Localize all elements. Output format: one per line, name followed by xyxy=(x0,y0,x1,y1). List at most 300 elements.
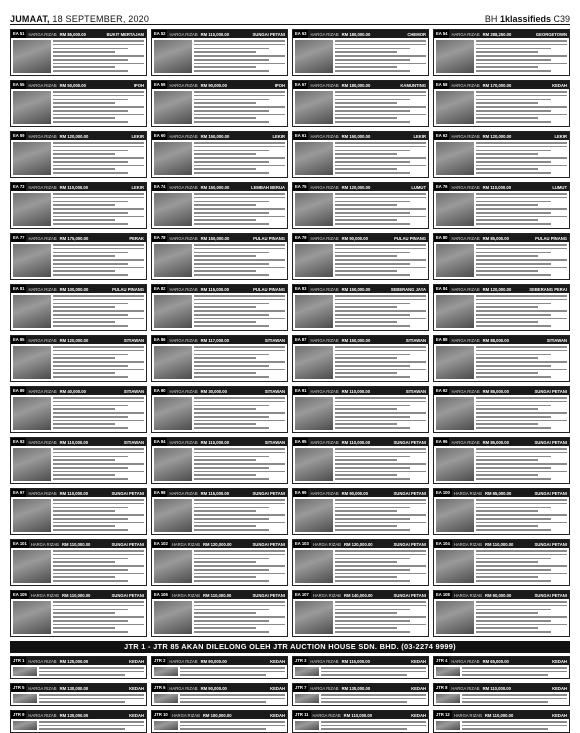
listing-details-text xyxy=(335,89,428,126)
property-photo xyxy=(295,244,333,277)
property-photo xyxy=(436,91,474,124)
reserve-price: RM 175,000.00 xyxy=(59,235,89,241)
listing-header xyxy=(293,684,428,692)
listing-card xyxy=(292,233,429,280)
listing-header xyxy=(11,81,146,89)
listing-code: EA 79 xyxy=(295,235,307,240)
listing-code: JTR 5 xyxy=(13,685,25,690)
listing-header xyxy=(293,336,428,344)
reserve-label: HARGA RIZAB xyxy=(28,235,57,241)
listing-code: EA 106 xyxy=(154,592,168,597)
section-title: BH 1klassifieds C39 xyxy=(484,14,570,24)
listing-code: EA 101 xyxy=(13,541,27,546)
listing-card xyxy=(10,539,147,586)
property-photo xyxy=(295,91,333,124)
listing-location: PERAK xyxy=(129,235,144,241)
listing-details-text xyxy=(321,665,428,678)
listing-details-text xyxy=(335,140,428,177)
listing-location: SITIAWAN xyxy=(405,388,426,394)
listing-location: PULAU PINANG xyxy=(253,235,285,241)
listing-location: SUNGAI PETANI xyxy=(111,541,144,547)
listing-location: SEBERANG PERAI xyxy=(529,286,567,292)
reserve-price: RM 140,000.00 xyxy=(343,592,373,598)
listing-card xyxy=(433,131,570,178)
property-photo xyxy=(154,667,178,676)
property-photo xyxy=(13,40,51,73)
listing-header xyxy=(434,438,569,446)
listing-details-text xyxy=(476,140,569,177)
listing-header xyxy=(11,183,146,191)
listing-details-text xyxy=(476,242,569,279)
listing-card xyxy=(10,590,147,637)
reserve-label: HARGA RIZAB xyxy=(30,541,59,547)
reserve-label: HARGA RIZAB xyxy=(171,592,200,598)
reserve-label: HARGA RIZAB xyxy=(169,490,198,496)
reserve-price: RM 110,000.00 xyxy=(482,685,511,691)
listing-code: EA 54 xyxy=(436,31,448,36)
listing-card xyxy=(10,335,147,382)
listing-location: CHEMOR xyxy=(407,31,426,37)
listing-details-text xyxy=(53,242,146,279)
listing-card xyxy=(433,182,570,229)
listing-code: EA 62 xyxy=(436,133,448,138)
property-photo xyxy=(154,601,192,634)
masthead xyxy=(10,6,570,25)
listing-code: EA 61 xyxy=(295,133,307,138)
listing-location: KEDAH xyxy=(129,712,144,718)
property-photo xyxy=(436,40,474,73)
listing-card xyxy=(433,590,570,637)
reserve-price: RM 110,000.00 xyxy=(59,184,89,190)
reserve-label: HARGA RIZAB xyxy=(28,712,57,718)
reserve-label: HARGA RIZAB xyxy=(451,388,480,394)
reserve-label: HARGA RIZAB xyxy=(28,388,57,394)
listing-header xyxy=(152,684,287,692)
listing-code: EA 60 xyxy=(154,133,166,138)
listing-card xyxy=(151,656,288,679)
listing-header xyxy=(152,132,287,140)
listing-code: JTR 1 xyxy=(13,658,25,663)
listing-header xyxy=(293,183,428,191)
listing-code: EA 95 xyxy=(295,439,307,444)
property-photo xyxy=(436,193,474,226)
listing-card xyxy=(433,284,570,331)
listing-location: SITIAWAN xyxy=(264,439,285,445)
listing-code: EA 108 xyxy=(436,592,450,597)
listing-location: KEDAH xyxy=(129,658,144,664)
listing-header xyxy=(152,30,287,38)
listing-location: BUKIT MERTAJAM xyxy=(106,31,144,37)
listing-code: EA 107 xyxy=(295,592,309,597)
reserve-label: HARGA RIZAB xyxy=(28,31,57,37)
reserve-label: HARGA RIZAB xyxy=(28,133,57,139)
listing-card xyxy=(292,590,429,637)
listing-location: KEDAH xyxy=(270,685,285,691)
listing-location: SUNGAI PETANI xyxy=(252,490,285,496)
reserve-label: HARGA RIZAB xyxy=(28,658,57,664)
listing-details-text xyxy=(180,665,287,678)
reserve-label: HARGA RIZAB xyxy=(453,541,482,547)
listing-code: EA 76 xyxy=(436,184,448,189)
listing-location: PULAU PINANG xyxy=(253,286,285,292)
reserve-label: HARGA RIZAB xyxy=(310,439,339,445)
listing-location: LUMUT xyxy=(411,184,426,190)
reserve-price: RM 110,000.00 xyxy=(484,712,514,718)
reserve-price: RM 110,000.00 xyxy=(343,712,373,718)
listing-location: IPOH xyxy=(274,82,285,88)
listing-details-text xyxy=(476,395,569,432)
listing-code: JTR 11 xyxy=(295,712,309,717)
reserve-label: HARGA RIZAB xyxy=(28,439,57,445)
listing-details-text xyxy=(194,599,287,636)
listing-details-text xyxy=(53,191,146,228)
listing-location: SUNGAI PETANI xyxy=(252,31,285,37)
listing-location: SUNGAI PETANI xyxy=(252,592,285,598)
listing-code: EA 98 xyxy=(154,490,166,495)
reserve-label: HARGA RIZAB xyxy=(312,541,341,547)
reserve-label: HARGA RIZAB xyxy=(451,685,480,691)
listing-code: EA 91 xyxy=(295,388,307,393)
listing-card xyxy=(10,131,147,178)
listing-details-text xyxy=(194,497,287,534)
listing-card xyxy=(151,80,288,127)
listing-details-text xyxy=(180,719,287,732)
listing-header xyxy=(11,438,146,446)
listing-location: GEORGETOWN xyxy=(535,31,567,37)
listing-code: JTR 2 xyxy=(154,658,166,663)
listing-code: EA 80 xyxy=(436,235,448,240)
reserve-label: HARGA RIZAB xyxy=(169,337,198,343)
listing-details-text xyxy=(462,665,569,678)
listing-header xyxy=(434,81,569,89)
property-photo xyxy=(436,244,474,277)
listing-details-text xyxy=(335,497,428,534)
property-photo xyxy=(436,667,460,676)
reserve-price: RM 110,000.00 xyxy=(482,184,512,190)
listing-header xyxy=(11,591,146,599)
listing-location: SUNGAI PETANI xyxy=(534,541,567,547)
property-photo xyxy=(13,142,51,175)
listing-details-text xyxy=(194,38,287,75)
listing-card xyxy=(10,233,147,280)
listing-location: IPOH xyxy=(133,82,144,88)
property-photo xyxy=(295,667,319,676)
listing-card xyxy=(292,131,429,178)
reserve-price: RM 115,000.00 xyxy=(200,286,230,292)
listing-code: EA 87 xyxy=(295,337,307,342)
property-photo xyxy=(295,295,333,328)
listing-card xyxy=(10,683,147,706)
listing-code: EA 83 xyxy=(295,286,307,291)
auction-listings-ea xyxy=(10,29,570,637)
listing-location: LEKIR xyxy=(272,133,285,139)
listing-code: EA 78 xyxy=(154,235,166,240)
reserve-price: RM 120,000.00 xyxy=(59,337,89,343)
listing-card xyxy=(10,710,147,733)
reserve-label: HARGA RIZAB xyxy=(310,685,339,691)
listing-code: EA 100 xyxy=(436,490,450,495)
reserve-label: HARGA RIZAB xyxy=(453,592,482,598)
property-photo xyxy=(13,397,51,430)
listing-header xyxy=(434,711,569,719)
reserve-price: RM 110,000.00 xyxy=(59,490,89,496)
listing-location: KEDAH xyxy=(129,685,144,691)
property-photo xyxy=(154,244,192,277)
listing-details-text xyxy=(180,692,287,705)
reserve-label: HARGA RIZAB xyxy=(310,337,339,343)
property-photo xyxy=(13,295,51,328)
reserve-label: HARGA RIZAB xyxy=(310,133,339,139)
reserve-price: RM 110,000.00 xyxy=(200,31,230,37)
property-photo xyxy=(13,550,51,583)
listing-card xyxy=(433,335,570,382)
property-photo xyxy=(13,244,51,277)
reserve-label: HARGA RIZAB xyxy=(451,658,480,664)
listing-details-text xyxy=(53,497,146,534)
listing-header xyxy=(11,336,146,344)
listing-details-text xyxy=(194,140,287,177)
listing-details-text xyxy=(476,446,569,483)
reserve-price: RM 115,000.00 xyxy=(200,490,230,496)
property-photo xyxy=(436,295,474,328)
reserve-price: RM 85,000.00 xyxy=(484,490,512,496)
listing-code: EA 52 xyxy=(154,31,166,36)
listing-header xyxy=(434,387,569,395)
listing-card xyxy=(151,488,288,535)
listing-location: KEDAH xyxy=(552,82,567,88)
listing-card xyxy=(10,386,147,433)
reserve-label: HARGA RIZAB xyxy=(451,286,480,292)
property-photo xyxy=(436,448,474,481)
listing-code: EA 99 xyxy=(295,490,307,495)
listing-card xyxy=(433,386,570,433)
reserve-price: RM 85,000.00 xyxy=(59,31,86,37)
listing-card xyxy=(151,386,288,433)
reserve-label: HARGA RIZAB xyxy=(169,31,198,37)
listing-header xyxy=(434,336,569,344)
listing-header xyxy=(293,387,428,395)
listing-details-text xyxy=(476,548,569,585)
property-photo xyxy=(436,397,474,430)
listing-code: EA 55 xyxy=(13,82,25,87)
listing-header xyxy=(293,234,428,242)
listing-details-text xyxy=(335,242,428,279)
reserve-price: RM 85,000.00 xyxy=(482,235,509,241)
listing-details-text xyxy=(476,191,569,228)
auction-listings-jtr xyxy=(10,656,570,733)
listing-details-text xyxy=(53,599,146,636)
reserve-price: RM 40,000.00 xyxy=(59,388,86,394)
reserve-price: RM 150,000.00 xyxy=(200,184,230,190)
reserve-price: RM 110,000.00 xyxy=(61,541,91,547)
listing-location: LEKIR xyxy=(413,133,426,139)
listing-code: EA 74 xyxy=(154,184,166,189)
property-photo xyxy=(154,397,192,430)
listing-code: EA 53 xyxy=(295,31,307,36)
reserve-label: HARGA RIZAB xyxy=(312,592,341,598)
reserve-label: HARGA RIZAB xyxy=(28,286,57,292)
reserve-label: HARGA RIZAB xyxy=(171,712,200,718)
listing-card xyxy=(292,284,429,331)
listing-code: EA 93 xyxy=(13,439,25,444)
reserve-price: RM 110,000.00 xyxy=(61,592,91,598)
reserve-label: HARGA RIZAB xyxy=(169,685,198,691)
listing-location: SITIAWAN xyxy=(123,439,144,445)
listing-details-text xyxy=(335,344,428,381)
reserve-label: HARGA RIZAB xyxy=(28,685,57,691)
listing-header xyxy=(11,234,146,242)
reserve-label: HARGA RIZAB xyxy=(169,286,198,292)
listing-card xyxy=(433,539,570,586)
property-photo xyxy=(295,397,333,430)
reserve-price: RM 115,000.00 xyxy=(341,658,370,664)
listing-header xyxy=(11,30,146,38)
listing-location: SUNGAI PETANI xyxy=(534,592,567,598)
listing-code: EA 57 xyxy=(295,82,307,87)
listing-code: JTR 4 xyxy=(436,658,448,663)
listing-details-text xyxy=(462,692,569,705)
listing-header xyxy=(434,540,569,548)
reserve-label: HARGA RIZAB xyxy=(169,82,198,88)
property-photo xyxy=(154,40,192,73)
listing-header xyxy=(152,711,287,719)
listing-details-text xyxy=(476,89,569,126)
listing-code: JTR 8 xyxy=(436,685,448,690)
property-photo xyxy=(436,550,474,583)
listing-location: LEMBAH BERUA xyxy=(251,184,285,190)
listing-details-text xyxy=(321,692,428,705)
listing-details-text xyxy=(53,446,146,483)
property-photo xyxy=(154,694,178,703)
property-photo xyxy=(13,346,51,379)
listing-header xyxy=(152,285,287,293)
listing-header xyxy=(11,657,146,665)
listing-card xyxy=(433,656,570,679)
listing-code: JTR 9 xyxy=(13,712,25,717)
listing-location: SUNGAI PETANI xyxy=(111,490,144,496)
reserve-label: HARGA RIZAB xyxy=(310,286,339,292)
listing-details-text xyxy=(335,38,428,75)
reserve-price: RM 117,000.00 xyxy=(200,337,230,343)
reserve-price: RM 110,000.00 xyxy=(200,439,230,445)
listing-location: SUNGAI PETANI xyxy=(393,439,426,445)
reserve-label: HARGA RIZAB xyxy=(451,82,480,88)
listing-location: KEDAH xyxy=(552,685,567,691)
listing-details-text xyxy=(53,38,146,75)
listing-card xyxy=(151,590,288,637)
listing-header xyxy=(11,489,146,497)
listing-details-text xyxy=(476,38,569,75)
listing-header xyxy=(293,30,428,38)
reserve-price: RM 120,000.00 xyxy=(59,133,89,139)
listing-location: SUNGAI PETANI xyxy=(534,439,567,445)
property-photo xyxy=(295,601,333,634)
listing-code: JTR 12 xyxy=(436,712,450,717)
listing-header xyxy=(293,711,428,719)
reserve-label: HARGA RIZAB xyxy=(169,133,198,139)
property-photo xyxy=(436,721,460,730)
property-photo xyxy=(154,550,192,583)
listing-details-text xyxy=(335,548,428,585)
reserve-price: RM 120,000.00 xyxy=(341,184,371,190)
listing-card xyxy=(292,386,429,433)
listing-code: EA 86 xyxy=(154,337,166,342)
property-photo xyxy=(154,721,178,730)
listing-card xyxy=(292,488,429,535)
listing-header xyxy=(152,489,287,497)
listing-header xyxy=(293,489,428,497)
reserve-price: RM 120,000.00 xyxy=(482,286,512,292)
reserve-label: HARGA RIZAB xyxy=(28,490,57,496)
reserve-label: HARGA RIZAB xyxy=(28,337,57,343)
reserve-label: HARGA RIZAB xyxy=(310,490,339,496)
listing-card xyxy=(151,437,288,484)
listing-card xyxy=(10,29,147,76)
listing-details-text xyxy=(39,665,146,678)
listing-header xyxy=(152,183,287,191)
reserve-label: HARGA RIZAB xyxy=(451,235,480,241)
listing-header xyxy=(293,132,428,140)
reserve-price: RM 90,000.00 xyxy=(200,658,227,664)
reserve-label: HARGA RIZAB xyxy=(451,184,480,190)
property-photo xyxy=(436,499,474,532)
reserve-price: RM 170,000.00 xyxy=(482,82,512,88)
listing-header xyxy=(434,684,569,692)
reserve-price: RM 90,000.00 xyxy=(484,592,512,598)
listing-code: EA 105 xyxy=(13,592,27,597)
listing-card xyxy=(10,437,147,484)
listing-card xyxy=(10,80,147,127)
property-photo xyxy=(295,346,333,379)
listing-details-text xyxy=(53,89,146,126)
property-photo xyxy=(295,142,333,175)
listing-header xyxy=(152,81,287,89)
property-photo xyxy=(13,193,51,226)
listing-header xyxy=(152,438,287,446)
reserve-price: RM 50,000.00 xyxy=(59,82,86,88)
listing-code: JTR 7 xyxy=(295,685,307,690)
listing-header xyxy=(293,285,428,293)
listing-details-text xyxy=(194,242,287,279)
reserve-price: RM 110,000.00 xyxy=(59,439,89,445)
listing-location: PULAU PINANG xyxy=(112,286,144,292)
listing-card xyxy=(433,29,570,76)
listing-location: SUNGAI PETANI xyxy=(393,592,426,598)
listing-location: SUNGAI PETANI xyxy=(393,490,426,496)
listing-code: JTR 6 xyxy=(154,685,166,690)
reserve-price: RM 65,000.00 xyxy=(482,658,509,664)
issue-date: JUMAAT, 18 SEPTEMBER, 2020 xyxy=(10,14,150,24)
property-photo xyxy=(436,694,460,703)
listing-card xyxy=(151,710,288,733)
listing-header xyxy=(434,30,569,38)
reserve-price: RM 120,000.00 xyxy=(343,541,373,547)
reserve-price: RM 120,000.00 xyxy=(482,133,512,139)
listing-location: SUNGAI PETANI xyxy=(534,490,567,496)
property-photo xyxy=(154,91,192,124)
listing-location: SITIAWAN xyxy=(264,337,285,343)
reserve-label: HARGA RIZAB xyxy=(171,541,200,547)
reserve-price: RM 110,000.00 xyxy=(484,541,514,547)
listing-card xyxy=(10,488,147,535)
property-photo xyxy=(154,295,192,328)
reserve-price: RM 180,000.00 xyxy=(341,82,371,88)
listing-header xyxy=(11,684,146,692)
listing-card xyxy=(151,131,288,178)
listing-card xyxy=(151,182,288,229)
reserve-label: HARGA RIZAB xyxy=(169,439,198,445)
listing-card xyxy=(433,683,570,706)
